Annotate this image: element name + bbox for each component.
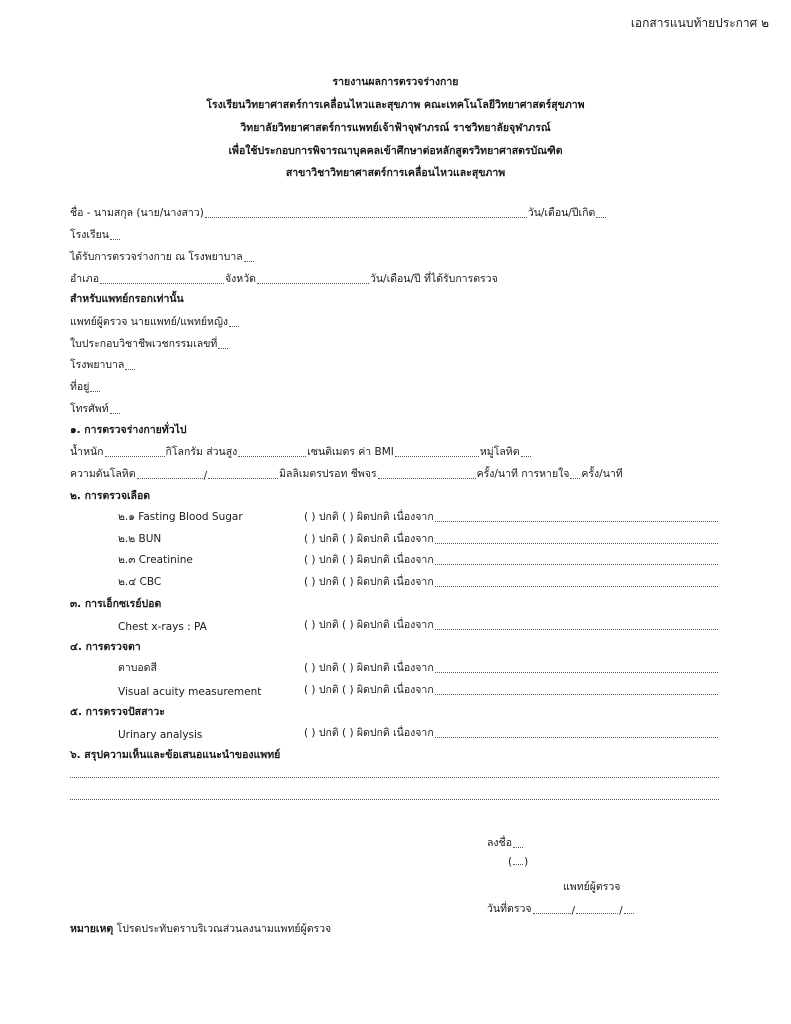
section1-heading: ๑. การตรวจร่างกายทั่วไป <box>70 424 187 436</box>
section3-heading: ๓. การเอ็กซเรย์ปอด <box>70 598 162 610</box>
section5-heading: ๕. การตรวจปัสสาวะ <box>70 706 165 718</box>
test-row <box>118 551 719 568</box>
section6-heading: ๖. สรุปความเห็นและข้อเสนอแนะนำของแพทย์ <box>70 749 281 761</box>
result-options[interactable]: ( ) ปกติ ( ) ผิดปกติ เนื่องจาก <box>304 554 434 566</box>
address-label: ที่อยู่ <box>70 381 90 393</box>
location-row <box>70 270 719 287</box>
note-text: โปรดประทับตราบริเวณส่วนลงนามแพทย์ผู้ตรวจ <box>113 923 332 935</box>
height-label: กิโลกรัม ส่วนสูง <box>165 446 238 458</box>
college-title: วิทยาลัยวิทยาศาสตร์การแพทย์เจ้าฟ้าจุฬาภรณ์ ราชวิทยาลัยจุฬาภรณ์ <box>240 122 551 134</box>
hospital-exam-label: ได้รับการตรวจร่างกาย ณ โรงพยาบาล <box>70 251 243 263</box>
bmi-label: เซนติเมตร ค่า BMI <box>307 446 394 458</box>
vitals-row <box>70 465 719 482</box>
year-field[interactable] <box>624 913 634 914</box>
signature-row <box>487 834 677 851</box>
test-row <box>118 659 719 676</box>
school-label: โรงเรียน <box>70 229 109 241</box>
printed-name-field[interactable] <box>513 864 523 865</box>
test-row <box>118 573 719 590</box>
document-label: เอกสารแนบท้ายประกาศ ๒ <box>630 16 769 30</box>
result-options[interactable]: ( ) ปกติ ( ) ผิดปกติ เนื่องจาก <box>304 511 434 523</box>
reason-field[interactable] <box>435 564 718 565</box>
program-title: สาขาวิชาวิทยาศาสตร์การเคลื่อนไหวและสุขภาพ <box>285 167 506 179</box>
bp-slash: / <box>203 470 208 482</box>
result-options[interactable]: ( ) ปกติ ( ) ผิดปกติ เนื่องจาก <box>304 662 434 674</box>
school-field[interactable] <box>110 239 120 240</box>
reason-field[interactable] <box>435 672 718 673</box>
phone-field[interactable] <box>110 413 120 414</box>
reason-field[interactable] <box>435 586 718 587</box>
resp-unit: ครั้ง/นาที <box>581 468 623 480</box>
signer-role: แพทย์ผู้ตรวจ <box>563 881 621 893</box>
bun-label: ๒.๒ BUN <box>118 533 162 545</box>
test-row <box>118 724 719 741</box>
name-field[interactable] <box>205 217 527 218</box>
test-row <box>118 530 719 547</box>
name-label: ชื่อ - นามสกุล (นาย/นางสาว) <box>70 207 204 219</box>
result-options[interactable]: ( ) ปกติ ( ) ผิดปกติ เนื่องจาก <box>304 727 434 739</box>
province-label: จังหวัด <box>225 273 256 285</box>
name-row <box>70 204 719 221</box>
resp-label: ครั้ง/นาที การหายใจ <box>476 468 570 480</box>
section2-heading: ๒. การตรวจเลือด <box>70 490 151 502</box>
reason-field[interactable] <box>435 521 718 522</box>
reason-field[interactable] <box>435 543 718 544</box>
dob-label: วัน/เดือน/ปีเกิด <box>527 207 596 219</box>
reason-field[interactable] <box>435 694 718 695</box>
month-field[interactable] <box>576 913 618 914</box>
close-paren: ) <box>524 856 529 868</box>
hospital-field[interactable] <box>125 369 135 370</box>
report-title: รายงานผลการตรวจร่างกาย <box>332 76 459 88</box>
district-field[interactable] <box>100 283 224 284</box>
license-row <box>70 335 719 352</box>
test-row <box>118 508 719 525</box>
result-options[interactable]: ( ) ปกติ ( ) ผิดปกติ เนื่องจาก <box>304 533 434 545</box>
signature-field[interactable] <box>513 847 523 848</box>
bp-label: ความดันโลหิต <box>70 468 136 480</box>
comment-line[interactable] <box>70 799 719 800</box>
bmi-field[interactable] <box>395 456 479 457</box>
note-label: หมายเหตุ <box>70 923 114 935</box>
doctor-field[interactable] <box>229 326 239 327</box>
urinary-label: Urinary analysis <box>118 729 203 741</box>
open-paren: ( <box>508 856 513 868</box>
phone-row <box>70 400 719 417</box>
section4-heading: ๔. การตรวจตา <box>70 641 141 653</box>
weight-label: น้ำหนัก <box>70 446 104 458</box>
body-measure-row <box>70 443 719 460</box>
province-field[interactable] <box>257 283 369 284</box>
blood-group-label: หมู่โลหิต <box>479 446 520 458</box>
hospital-label: โรงพยาบาล <box>70 359 125 371</box>
hospital-exam-field[interactable] <box>244 261 254 262</box>
fbs-label: ๒.๑ Fasting Blood Sugar <box>118 511 243 523</box>
test-row <box>118 681 719 698</box>
reason-field[interactable] <box>435 629 718 630</box>
result-options[interactable]: ( ) ปกติ ( ) ผิดปกติ เนื่องจาก <box>304 576 434 588</box>
day-field[interactable] <box>533 913 571 914</box>
printed-name-row <box>508 856 674 868</box>
blood-group-field[interactable] <box>521 456 531 457</box>
license-field[interactable] <box>218 348 228 349</box>
date-slash: / <box>571 905 576 917</box>
date-slash: / <box>619 905 623 917</box>
comment-line[interactable] <box>70 777 719 778</box>
resp-field[interactable] <box>570 478 580 479</box>
hospital-row <box>70 356 719 373</box>
doctor-section-heading: สำหรับแพทย์กรอกเท่านั้น <box>70 293 184 305</box>
exam-date-sign-label: วันที่ตรวจ <box>487 903 532 915</box>
weight-field[interactable] <box>105 456 165 457</box>
dob-field[interactable] <box>596 217 606 218</box>
address-row <box>70 378 719 395</box>
test-row <box>118 616 719 633</box>
visual-acuity-label: Visual acuity measurement <box>118 686 262 698</box>
address-field[interactable] <box>90 391 100 392</box>
pulse-label: มิลลิเมตรปรอท ชีพจร <box>279 468 377 480</box>
cbc-label: ๒.๔ CBC <box>118 576 162 588</box>
chest-xray-label: Chest x-rays : PA <box>118 621 207 633</box>
creatinine-label: ๒.๓ Creatinine <box>118 554 193 566</box>
bp-diastolic-field[interactable] <box>208 478 278 479</box>
reason-field[interactable] <box>435 737 718 738</box>
bp-systolic-field[interactable] <box>137 478 203 479</box>
school-row <box>70 226 719 243</box>
exam-date-label: วัน/เดือน/ปี ที่ได้รับการตรวจ <box>369 273 498 285</box>
district-label: อำเภอ <box>70 273 100 285</box>
exam-date-row <box>487 900 677 917</box>
result-options[interactable]: ( ) ปกติ ( ) ผิดปกติ เนื่องจาก <box>304 684 434 696</box>
pulse-field[interactable] <box>378 478 476 479</box>
result-options[interactable]: ( ) ปกติ ( ) ผิดปกติ เนื่องจาก <box>304 619 434 631</box>
doctor-label: แพทย์ผู้ตรวจ นายแพทย์/แพทย์หญิง <box>70 316 229 328</box>
color-blind-label: ตาบอดสี <box>118 662 157 674</box>
school-title: โรงเรียนวิทยาศาสตร์การเคลื่อนไหวและสุขภาพ คณะเทคโนโลยีวิทยาศาสตร์สุขภาพ <box>206 99 585 111</box>
note <box>70 920 331 937</box>
hospital-exam-row <box>70 248 719 265</box>
phone-label: โทรศัพท์ <box>70 403 109 415</box>
sign-label: ลงชื่อ <box>487 837 512 849</box>
license-label: ใบประกอบวิชาชีพเวชกรรมเลขที่ <box>70 338 218 350</box>
purpose-title: เพื่อใช้ประกอบการพิจารณาบุคคลเข้าศึกษาต่อหลักสูตรวิทยาศาสตรบัณฑิต <box>228 145 563 157</box>
height-field[interactable] <box>238 456 306 457</box>
doctor-row <box>70 313 719 330</box>
